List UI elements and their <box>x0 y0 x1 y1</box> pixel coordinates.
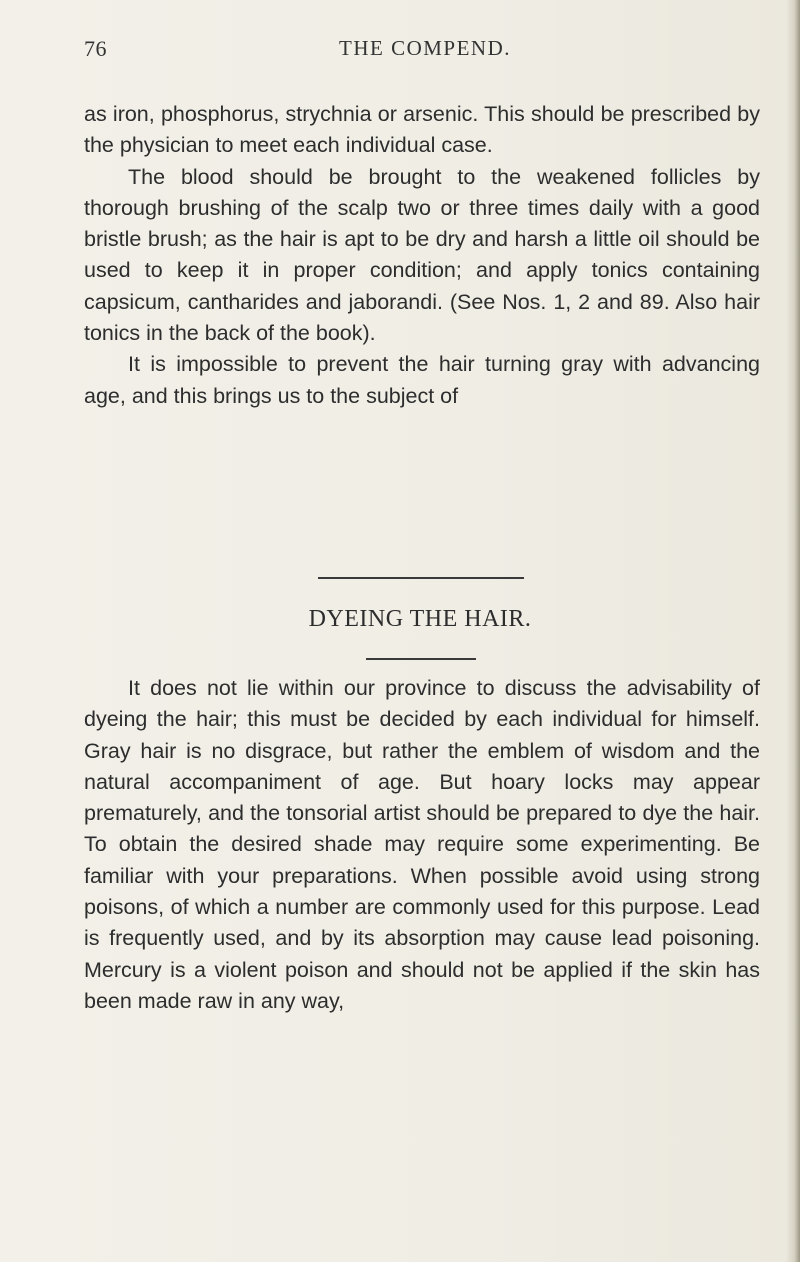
paragraph: as iron, phosphorus, strychnia or arsenic. This should be prescribed by the physician to meet each individual case. <box>84 102 760 158</box>
section-heading: DYEING THE HAIR. <box>308 606 532 632</box>
paragraph: It is impossible to prevent the hair turning gray with advancing age, and this brings us to the subject of <box>84 352 760 408</box>
page-number: 76 <box>84 36 107 61</box>
page-header <box>84 36 764 70</box>
heading-rule-bottom <box>366 658 476 660</box>
running-head: THE COMPEND. <box>339 36 512 60</box>
paragraph: It does not lie within our province to discuss the advisability of dyeing the hair; this must be decided by each individual for himself. Gray hair is no disgrace, but rather the emblem of wisdom and the natural accompaniment of age. But hoary locks may appear prematurely, and the tonsorial artist should be prepared to dye the hair. To obtain the desired shade may require some experimenting. Be familiar with your preparations. When possible avoid using strong poisons, of which a number are commonly used for this purpose. Lead is frequently used, and by its absorption may cause lead poisoning. Mercury is a violent poison and should not be applied if the skin has been made raw in any way, <box>84 676 760 1013</box>
page-edge-shadow <box>786 0 800 1262</box>
heading-rule-top <box>318 577 524 579</box>
text-block-continued <box>84 99 760 412</box>
text-block-dyeing <box>84 673 760 1017</box>
paragraph: The blood should be brought to the weakened follicles by thorough brushing of the scalp two or three times daily with a good bristle brush; as the hair is apt to be dry and harsh a little oil should be used to keep it in proper condition; and apply tonics containing capsicum, cantharides and jaborandi. (See Nos. 1, 2 and 89. Also hair tonics in the back of the book). <box>84 164 760 346</box>
